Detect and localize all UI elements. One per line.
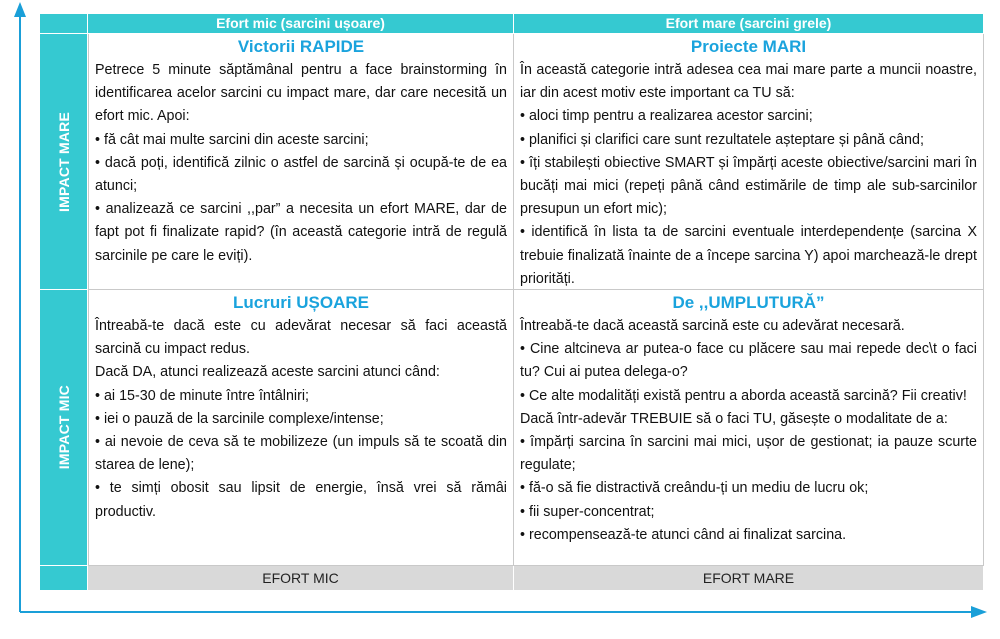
quadrant-title: De ,,UMPLUTURĂ”	[672, 293, 825, 312]
quadrant-line: • dacă poți, identifică zilnic o astfel de sarcină și ocupă-te de ea atunci;	[95, 154, 507, 195]
quadrant-line: Întreabă-te dacă această sarcină este cu adevărat necesară.	[520, 318, 905, 334]
quadrant-line: • fă-o să fie distractivă creându-ți un mediu de lucru ok;	[520, 480, 869, 497]
footer-low-effort: EFORT MIC	[88, 566, 514, 591]
corner-cell	[40, 14, 88, 34]
quadrant-line: • recompensează-te atunci când ai finalizat sarcina.	[520, 526, 847, 543]
quadrant-easy-tasks	[88, 290, 514, 566]
quadrant-quick-wins	[88, 34, 514, 290]
quadrant-line: • împărți sarcina în sarcini mai mici, ușor de gestionat; ia pauze scurte regulate;	[520, 434, 977, 474]
row-label-low-impact	[40, 290, 88, 566]
quadrant-line: • analizează ce sarcini ,,par” a necesita un efort MARE, dar de fapt pot fi finalizate rapid? (în această categorie intră de regulă sarcinile pe care le eviți).	[95, 201, 507, 264]
quadrant-line: Întreabă-te dacă este cu adevărat necesar să faci această sarcină cu impact redus.	[95, 318, 507, 358]
footer-high-effort: EFORT MARE	[514, 566, 984, 591]
quadrant-line: • iei o pauză de la sarcinile complexe/intense;	[95, 410, 384, 427]
matrix-grid	[40, 14, 984, 591]
x-axis-arrow-icon	[971, 606, 987, 618]
quadrant-line: Dacă într-adevăr TREBUIE să o faci TU, găsește o modalitate de a:	[520, 410, 948, 427]
row-label-high-impact	[40, 34, 88, 290]
quadrant-line: • Cine altcineva ar putea-o face cu plăcere sau mai repede dec\t o faci tu? Cui ai putea delega-o?	[520, 341, 977, 381]
header-low-effort: Efort mic (sarcini ușoare)	[88, 14, 514, 34]
header-high-effort: Efort mare (sarcini grele)	[514, 14, 984, 34]
quadrant-title: Victorii RAPIDE	[237, 37, 365, 56]
quadrant-line: Petrece 5 minute săptămânal pentru a face brainstorming în identificarea acelor sarcini cu impact mare, dar care necesită un efort mic. Apoi:	[95, 62, 507, 125]
quadrant-line: • ai 15-30 de minute între întâlniri;	[95, 387, 310, 404]
y-axis-arrow-icon	[14, 2, 26, 17]
quadrant-line: • fă cât mai multe sarcini din aceste sarcini;	[95, 131, 369, 148]
quadrant-filler	[514, 290, 984, 566]
quadrant-line: Dacă DA, atunci realizează aceste sarcini atunci când:	[95, 364, 440, 381]
row-label-low-impact-text: IMPACT MIC	[55, 385, 72, 470]
row-label-high-impact-text: IMPACT MARE	[55, 111, 72, 212]
quadrant-big-projects	[514, 34, 984, 290]
quadrant-line: • îți stabilești obiective SMART și împărți aceste obiective/sarcini mari în bucăți mai mici (repeți până când estimările de timp ale sub-sarcinilor presupun un efort mic);	[520, 154, 977, 218]
quadrant-line: • aloci timp pentru a realizarea acestor sarcini;	[520, 108, 813, 125]
quadrant-title: Lucruri UȘOARE	[232, 293, 370, 312]
quadrant-line: • Ce alte modalități există pentru a aborda această sarcină? Fii creativ!	[520, 387, 967, 404]
quadrant-line: În această categorie intră adesea cea mai mare parte a muncii noastre, iar din acest motiv este important ca TU să:	[520, 62, 977, 102]
quadrant-line: • te simți obosit sau lipsit de energie, însă vrei să rămâi productiv.	[95, 480, 507, 520]
footer-corner-cell	[40, 566, 88, 591]
quadrant-line: • ai nevoie de ceva să te mobilizeze (un impuls să te scoată din starea de lene);	[95, 434, 507, 474]
quadrant-title: Proiecte MARI	[690, 37, 807, 56]
quadrant-line: • identifică în lista ta de sarcini eventuale interdependențe (sarcina X trebuie finalizată înainte de a începe sarcina Y) apoi marchează-le drept priorități.	[520, 224, 977, 287]
quadrant-line: • planifici și clarifici care sunt rezultatele așteptare și până când;	[520, 131, 924, 148]
quadrant-line: • fii super-concentrat;	[520, 503, 655, 520]
